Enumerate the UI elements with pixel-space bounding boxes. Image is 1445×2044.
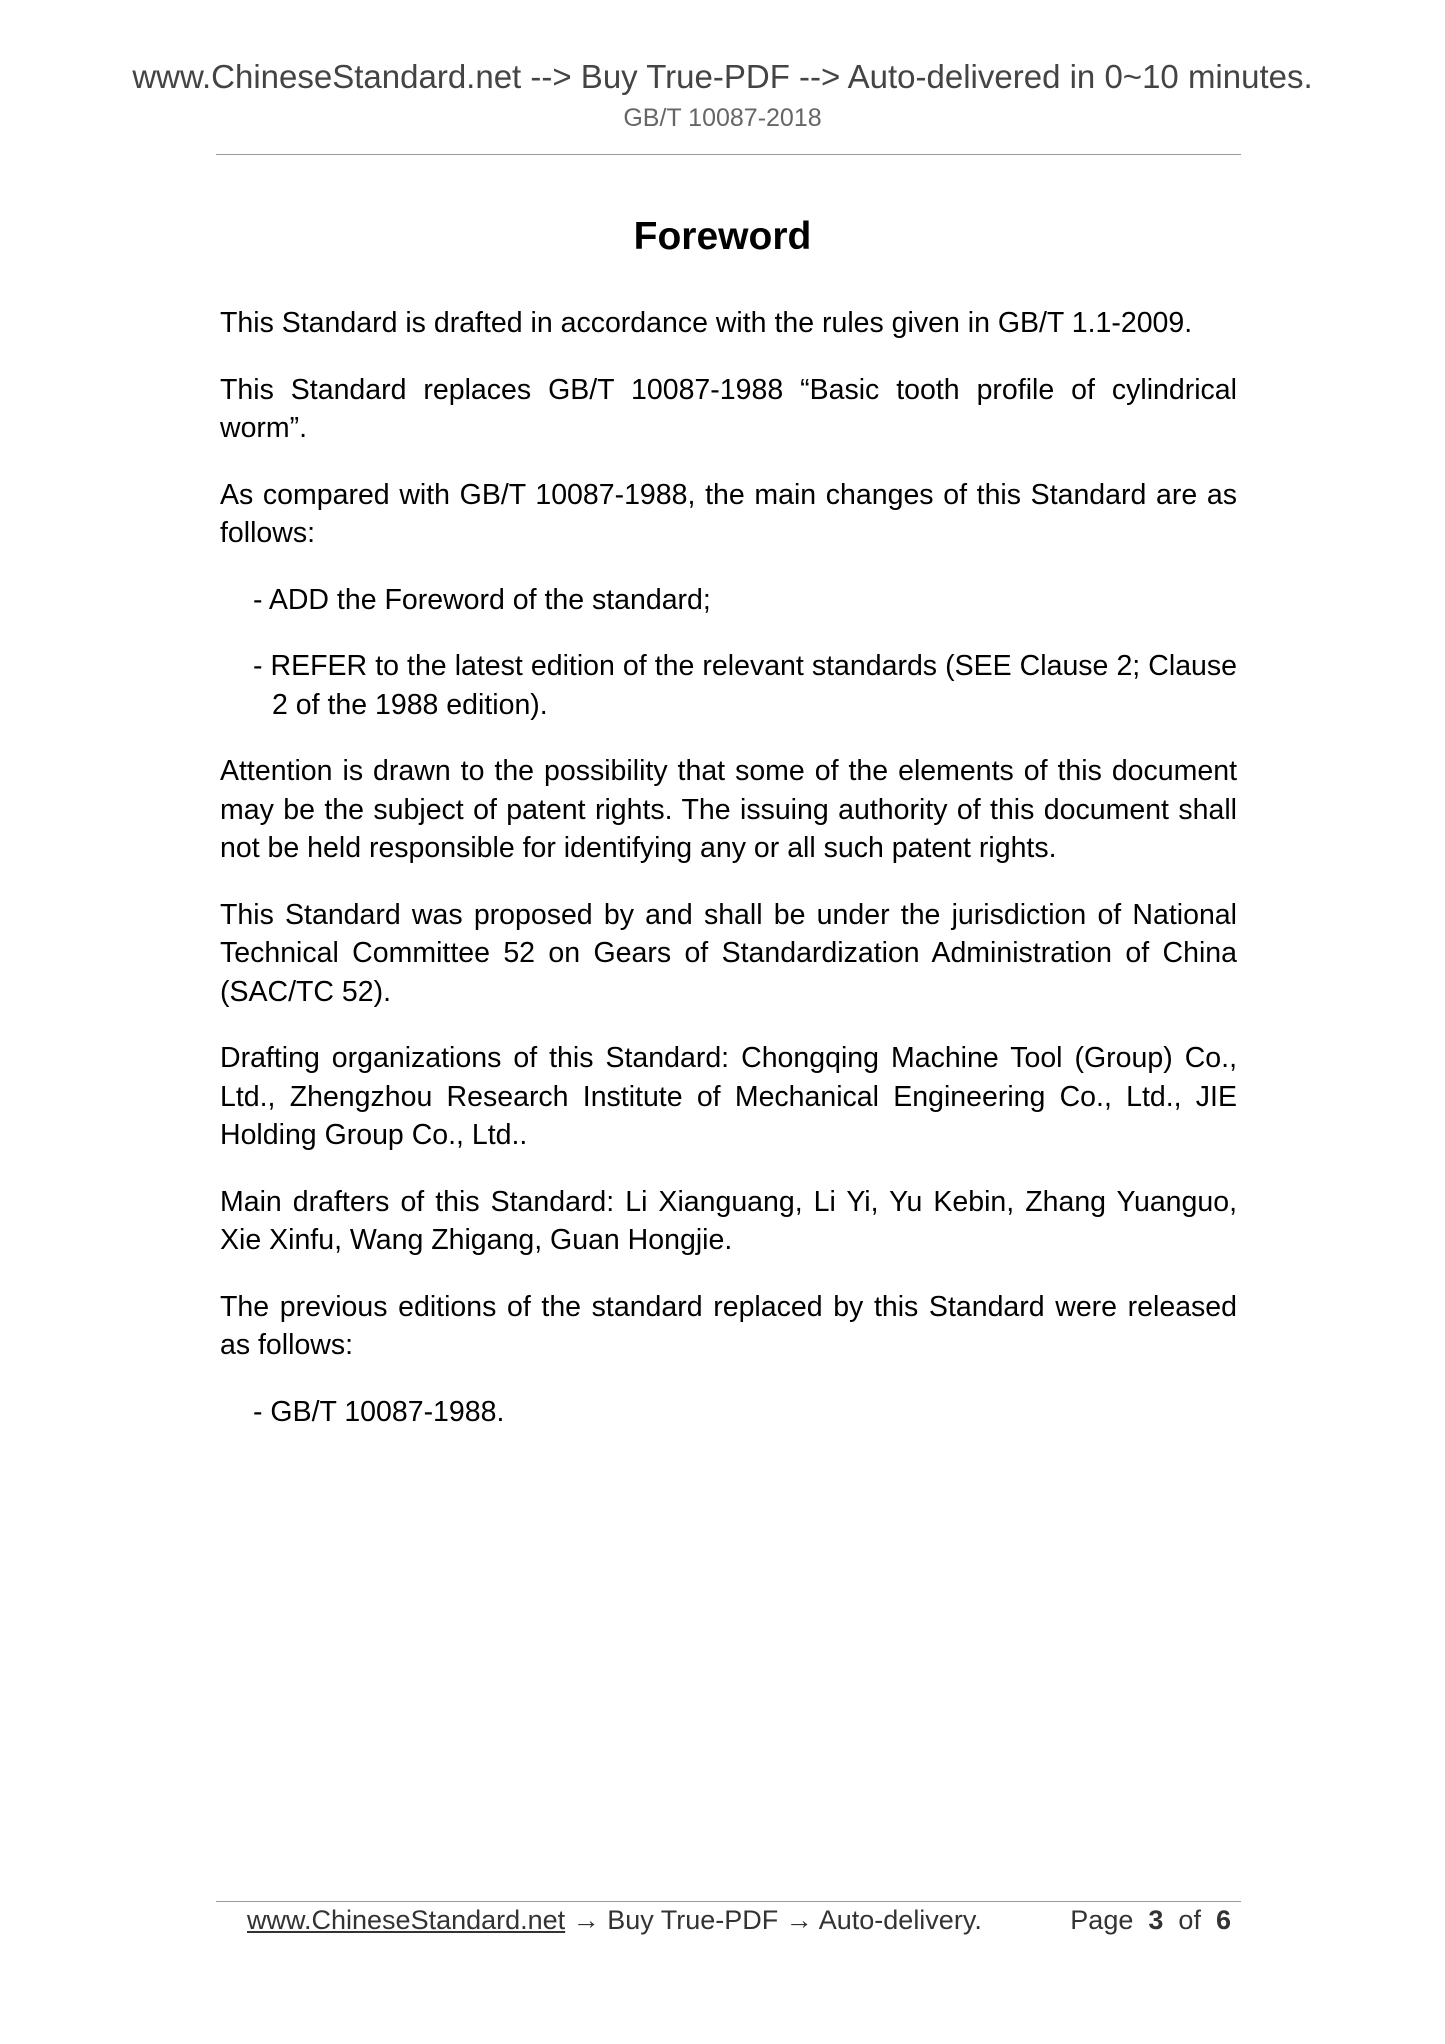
list-item: - GB/T 10087-1988. (253, 1395, 505, 1428)
page-footer (247, 1905, 1237, 1945)
paragraph-drafting-organizations: Drafting organizations of this Standard: Chongqing Machine Tool (Group) Co., Ltd., Zhengzhou Research Institute of Mechanical Engineering Co., Ltd., JIE Holding Group Co., Ltd.. (220, 1042, 1237, 1151)
changes-list (220, 581, 1237, 725)
page-title: Foreword (633, 215, 812, 258)
paragraph-changes-intro: As compared with GB/T 10087-1988, the main changes of this Standard are as follows: (220, 478, 1237, 549)
page-of-label: of (1178, 1905, 1201, 1935)
page-total: 6 (1215, 1905, 1231, 1935)
footer-promo-text: → Buy True-PDF → Auto-delivery. (565, 1905, 982, 1935)
footer-divider (216, 1901, 1241, 1902)
document-body (220, 304, 1237, 1459)
header-standard-code: GB/T 10087-2018 (623, 104, 822, 132)
list-item: - ADD the Foreword of the standard; (253, 583, 711, 616)
paragraph-patent-notice: Attention is drawn to the possibility that some of the elements of this document may be the subject of patent rights. The issuing authority of this document shall not be held responsible for identifying any or all such patent rights. (220, 755, 1237, 864)
paragraph-drafting-rules: This Standard is drafted in accordance with the rules given in GB/T 1.1-2009. (220, 307, 1193, 339)
list-item: - REFER to the latest edition of the relevant standards (SEE Clause 2; Clause 2 of the 1988 edition). (253, 650, 1237, 721)
paragraph-previous-editions: The previous editions of the standard replaced by this Standard were released as follows: (220, 1290, 1237, 1361)
footer-promo (247, 1905, 982, 1936)
header-divider (216, 154, 1241, 155)
paragraph-replaces: This Standard replaces GB/T 10087-1988 “Basic tooth profile of cylindrical worm”. (220, 373, 1237, 444)
page-current: 3 (1148, 1905, 1164, 1935)
footer-site-link[interactable]: www.ChineseStandard.net (247, 1905, 566, 1935)
page-number (1070, 1905, 1231, 1936)
header-promo: www.ChineseStandard.net --> Buy True-PDF --> Auto-delivered in 0~10 minutes. (132, 58, 1313, 95)
paragraph-jurisdiction: This Standard was proposed by and shall be under the jurisdiction of National Technical Committee 52 on Gears of Standardization Administration of China (SAC/TC 52). (220, 898, 1237, 1008)
paragraph-main-drafters: Main drafters of this Standard: Li Xianguang, Li Yi, Yu Kebin, Zhang Yuanguo, Xie Xinfu, Wang Zhigang, Guan Hongjie. (220, 1185, 1237, 1256)
page-label: Page (1070, 1905, 1134, 1935)
editions-list (220, 1393, 1237, 1432)
